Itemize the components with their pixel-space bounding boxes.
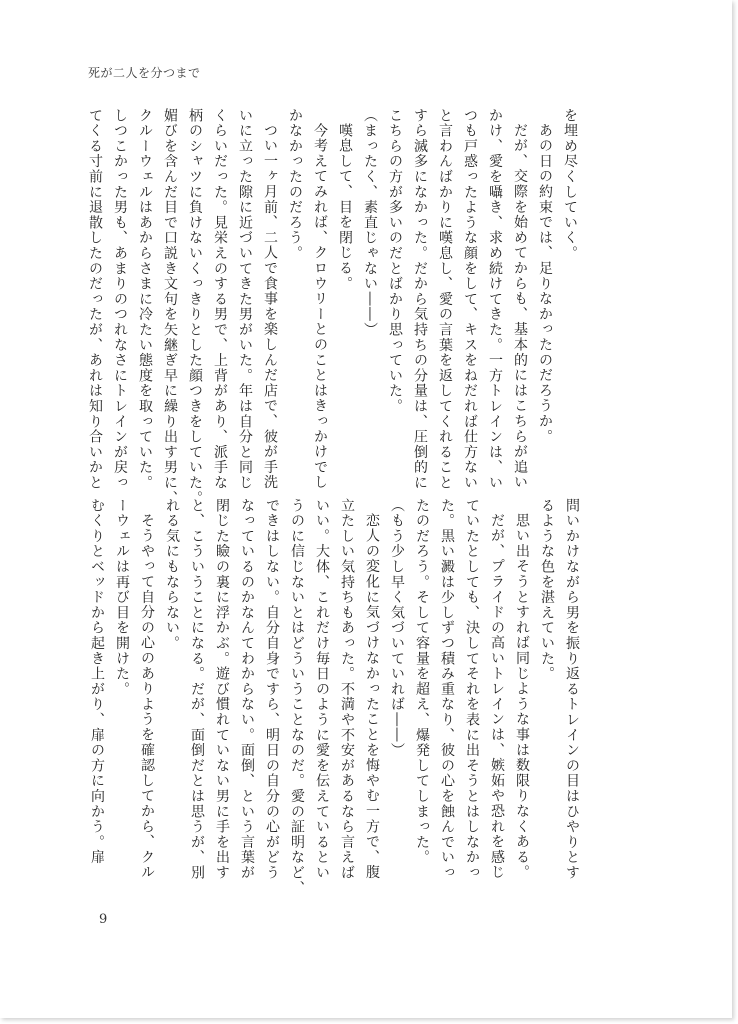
text-line: 嘆息して、目を閉じる。 [337, 123, 353, 292]
text-block-top [82, 108, 582, 506]
text-line: むくりとベッドから起き上がり、扉の方に向かう。扉 [89, 498, 105, 866]
text-line: 柄のシャツに負けないくっきりとした顔つきをしていた。 [187, 108, 203, 506]
text-line: しつこかった男も、あまりのつれなさにトレインが戻っ [112, 108, 128, 491]
text-line: かけ、愛を囁き、求め続けてきた。一方トレインは、い [487, 108, 503, 491]
text-line: たのだろう。そして容量を超え、爆発してしまった。 [414, 498, 430, 866]
text-line: あの日の約束では、足りなかったのだろうか。 [537, 123, 553, 445]
text-line: れる気にもならない。 [164, 498, 180, 651]
text-line: つも戸惑ったような顔をして、キスをねだれば仕方ない [462, 108, 478, 491]
text-line: いに立った隙に近づいてきた男がいた。年は自分と同じ [237, 108, 253, 491]
text-line: と、こういうことになる。だが、面倒だとは思うが、別 [189, 498, 205, 881]
text-line: 思い出そうとすれば同じような事は数限りなくある。 [514, 513, 530, 881]
text-line: 問いかけながら男を振り返るトレインの目はひやりとす [564, 498, 580, 881]
running-header-title: 死が二人を分つまで [88, 66, 201, 80]
text-line: なっているのかなんてわからない。面倒、という言葉が [239, 498, 255, 881]
text-line: （まったく、素直じゃない――） [362, 108, 378, 338]
text-line: そうやって自分の心のありようを確認してから、クル [139, 513, 155, 881]
text-line: すら滅多になかった。だから気持ちの分量は、圧倒的に [412, 108, 428, 491]
text-line: つい一ヶ月前、二人で食事を楽しんだ店で、彼が手洗 [262, 123, 278, 491]
text-line: ーウェルは再び目を開けた。 [114, 498, 130, 697]
text-line: かなかったのだろう。 [287, 108, 303, 261]
text-line: できはしない。自分自身ですら、明日の自分の心がどう [264, 498, 280, 881]
text-line: を埋め尽くしていく。 [562, 108, 578, 261]
page-number: 9 [99, 912, 108, 927]
text-line: 媚びを含んだ目で口説き文句を矢継ぎ早に繰り出す男に、 [162, 108, 178, 506]
text-line: と言わんばかりに嘆息し、愛の言葉を返してくれること [437, 108, 453, 491]
text-line: ていたとしても、決してそれを表に出そうとはしなかっ [464, 498, 480, 881]
text-line: だが、プライドの高いトレインは、嫉妬や恐れを感じ [489, 513, 505, 881]
text-line: るような色を湛えていた。 [539, 498, 555, 682]
text-line: てくる寸前に退散したのだったが、あれは知り合いかと [87, 108, 103, 491]
text-line: だが、交際を始めてからも、基本的にはこちらが追い [512, 123, 528, 491]
text-line: （もう少し早く気づいていれば――） [389, 498, 405, 759]
text-line: うのに信じないとはどういうことなのだ。愛の証明など、 [289, 498, 305, 896]
text-line: 今考えてみれば、クロウリーとのことはきっかけでし [312, 123, 328, 491]
text-line: くらいだった。見栄えのする男で、上背があり、派手な [212, 108, 228, 491]
text-line: こちらの方が多いのだとばかり思っていた。 [387, 108, 403, 414]
text-line: いい。大体、これだけ毎日のように愛を伝えているとい [314, 498, 330, 881]
text-line: た。黒い澱は少しずつ積み重なり、彼の心を蝕んでいっ [439, 498, 455, 881]
text-line: 恋人の変化に気づけなかったことを悔やむ一方で、腹 [364, 513, 380, 881]
text-line: クルーウェルはあからさまに冷たい態度を取っていた。 [137, 108, 153, 491]
text-line: 立たしい気持ちもあった。不満や不安があるなら言えば [339, 498, 355, 881]
text-block-bottom [84, 498, 584, 896]
text-line: 閉じた瞼の裏に浮かぶ。遊び慣れていない男に手を出す [214, 498, 230, 881]
